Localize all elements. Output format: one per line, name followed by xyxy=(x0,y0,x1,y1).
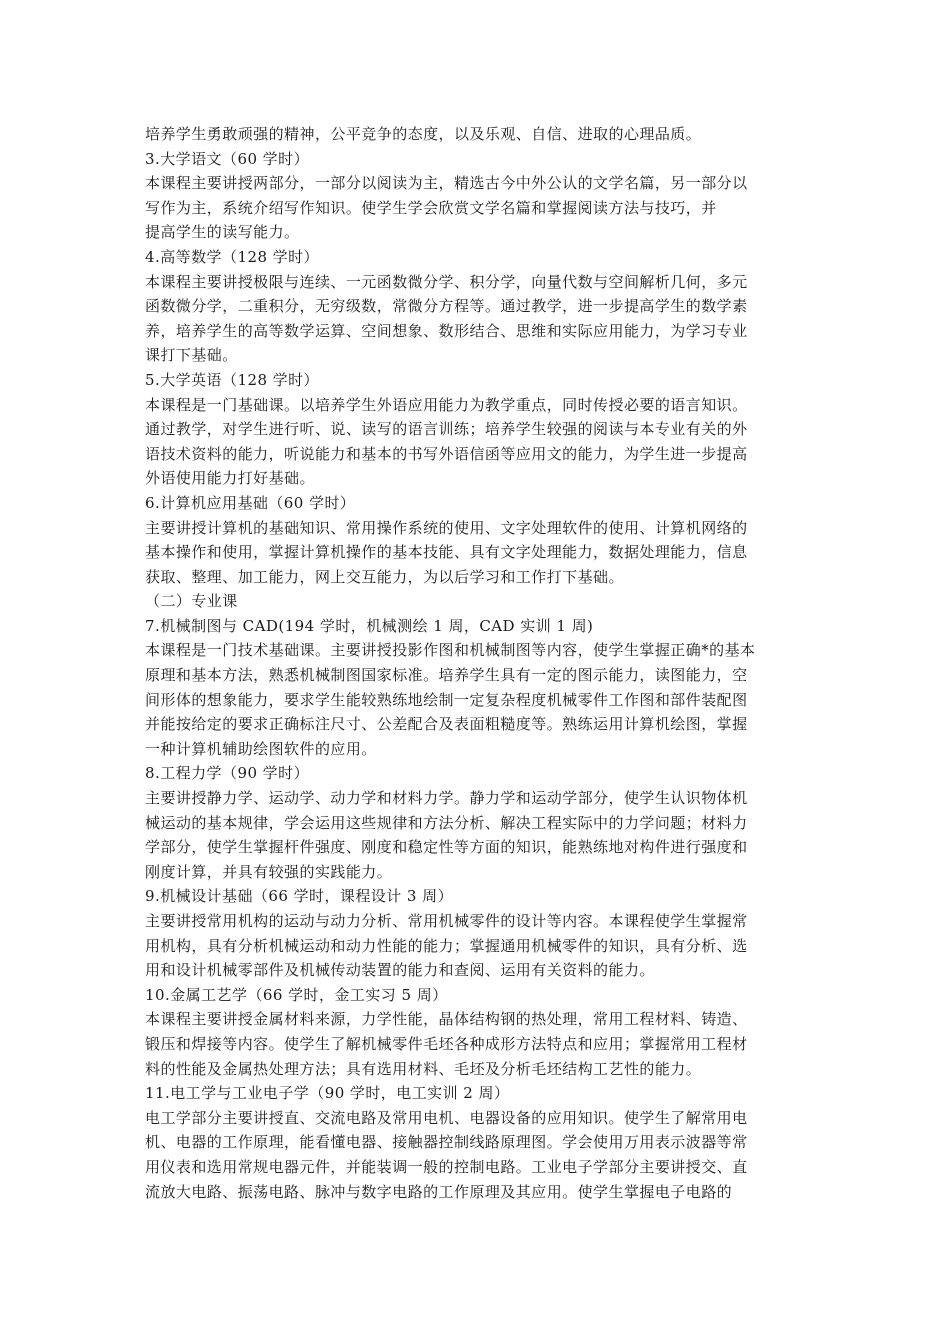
paragraph-line: 主要讲授静力学、运动学、动力学和材料力学。静力学和运动学部分，使学生认识物体机 xyxy=(145,789,748,808)
paragraph-line: 用和设计机械零部件及机械传动装置的能力和查阅、运用有关资料的能力。 xyxy=(145,961,655,980)
paragraph-line: 本课程主要讲授极限与连续、一元函数微分学、积分学，向量代数与空间解析几何，多元 xyxy=(145,272,748,291)
paragraph-line: 获取、整理、加工能力，网上交互能力，为以后学习和工作打下基础。 xyxy=(145,567,624,586)
paragraph-line: 本课程主要讲授金属材料来源，力学性能，晶体结构钢的热处理，常用工程材料、铸造、 xyxy=(145,1010,748,1029)
paragraph-line: 函数微分学，二重积分，无穷级数，常微分方程等。通过教学，进一步提高学生的数学素 xyxy=(145,297,748,316)
paragraph-line: 主要讲授计算机的基础知识、常用操作系统的使用、文字处理软件的使用、计算机网络的 xyxy=(145,518,748,537)
document-body xyxy=(145,122,810,1204)
paragraph-line: 通过教学，对学生进行听、说、读写的语言训练；培养学生较强的阅读与本专业有关的外 xyxy=(145,420,748,439)
course-heading-electrical: 11.电工学与工业电子学（90 学时，电工实训 2 周） xyxy=(145,1084,510,1103)
course-heading-metal-technology: 10.金属工艺学（66 学时，金工实习 5 周） xyxy=(145,985,448,1004)
paragraph-line: 本课程主要讲授两部分，一部分以阅读为主，精选古今中外公认的文学名篇，另一部分以 xyxy=(145,174,748,193)
course-heading-machine-design: 9.机械设计基础（66 学时，课程设计 3 周） xyxy=(145,887,454,906)
course-heading-math: 4.高等数学（128 学时） xyxy=(145,247,320,266)
paragraph-line: 本课程是一门基础课。以培养学生外语应用能力为教学重点，同时传授必要的语言知识。 xyxy=(145,395,748,414)
paragraph-line: 用仪表和选用常规电器元件，并能装调一般的控制电路。工业电子学部分主要讲授交、直 xyxy=(145,1157,748,1176)
paragraph-line: 并能按给定的要求正确标注尺寸、公差配合及表面粗糙度等。熟练运用计算机绘图，掌握 xyxy=(145,715,748,734)
paragraph-line: 课打下基础。 xyxy=(145,346,238,365)
course-heading-english: 5.大学英语（128 学时） xyxy=(145,370,320,389)
paragraph-line: 主要讲授常用机构的运动与动力分析、常用机械零件的设计等内容。本课程使学生掌握常 xyxy=(145,912,748,930)
paragraph-line: 写作为主，系统介绍写作知识。使学生学会欣赏文学名篇和掌握阅读方法与技巧，并 xyxy=(145,198,717,217)
paragraph-line: 锻压和焊接等内容。使学生了解机械零件毛坯各种成形方法特点和应用；掌握常用工程材 xyxy=(145,1034,748,1053)
paragraph-line: 学部分，使学生掌握杆件强度、刚度和稳定性等方面的知识，能熟练地对构件进行强度和 xyxy=(145,838,748,857)
paragraph-line: 一种计算机辅助绘图软件的应用。 xyxy=(145,739,377,758)
intro-line: 培养学生勇敢顽强的精神，公平竞争的态度，以及乐观、自信、进取的心理品质。 xyxy=(145,125,702,143)
paragraph-line: 养，培养学生的高等数学运算、空间想象、数形结合、思维和实际应用能力，为学习专业 xyxy=(145,321,748,340)
paragraph-line: 刚度计算，并具有较强的实践能力。 xyxy=(145,862,393,881)
paragraph-line: 械运动的基本规律，学会运用这些规律和方法分析、解决工程实际中的力学问题；材料力 xyxy=(145,813,748,832)
paragraph-line: 料的性能及金属热处理方法；具有选用材料、毛坯及分析毛坯结构工艺性的能力。 xyxy=(145,1059,702,1078)
course-heading-chinese: 3.大学语文（60 学时） xyxy=(145,149,310,168)
paragraph-line: 用机构，具有分析机械运动和动力性能的能力；掌握通用机械零件的知识，具有分析、选 xyxy=(145,936,748,955)
paragraph-line: 基本操作和使用，掌握计算机操作的基本技能、具有文字处理能力，数据处理能力，信息 xyxy=(145,543,748,562)
course-heading-computer: 6.计算机应用基础（60 学时） xyxy=(145,493,356,512)
paragraph-line: 提高学生的读写能力。 xyxy=(145,223,300,242)
paragraph-line: 间形体的想象能力，要求学生能较熟练地绘制一定复杂程度机械零件工作图和部件装配图 xyxy=(145,690,748,709)
paragraph-line: 外语使用能力打好基础。 xyxy=(145,469,315,488)
section-title-professional: （二）专业课 xyxy=(145,592,238,611)
course-heading-drawing-cad: 7.机械制图与 CAD(194 学时，机械测绘 1 周，CAD 实训 1 周) xyxy=(145,616,594,635)
paragraph-line: 流放大电路、振荡电路、脉冲与数字电路的工作原理及其应用。使学生掌握电子电路的 xyxy=(145,1182,733,1201)
paragraph-line: 本课程是一门技术基础课。主要讲授投影作图和机械制图等内容，使学生掌握正确*的基本 xyxy=(145,641,756,660)
paragraph-line: 机、电器的工作原理，能看懂电器、接触器控制线路原理图。学会使用万用表示波器等常 xyxy=(145,1133,748,1152)
course-heading-mechanics: 8.工程力学（90 学时） xyxy=(145,764,310,783)
paragraph-line: 电工学部分主要讲授直、交流电路及常用电机、电器设备的应用知识。使学生了解常用电 xyxy=(145,1108,748,1127)
paragraph-line: 语技术资料的能力，听说能力和基本的书写外语信函等应用文的能力，为学生进一步提高 xyxy=(145,444,748,463)
paragraph-line: 原理和基本方法，熟悉机械制图国家标准。培养学生具有一定的图示能力，读图能力，空 xyxy=(145,666,748,685)
